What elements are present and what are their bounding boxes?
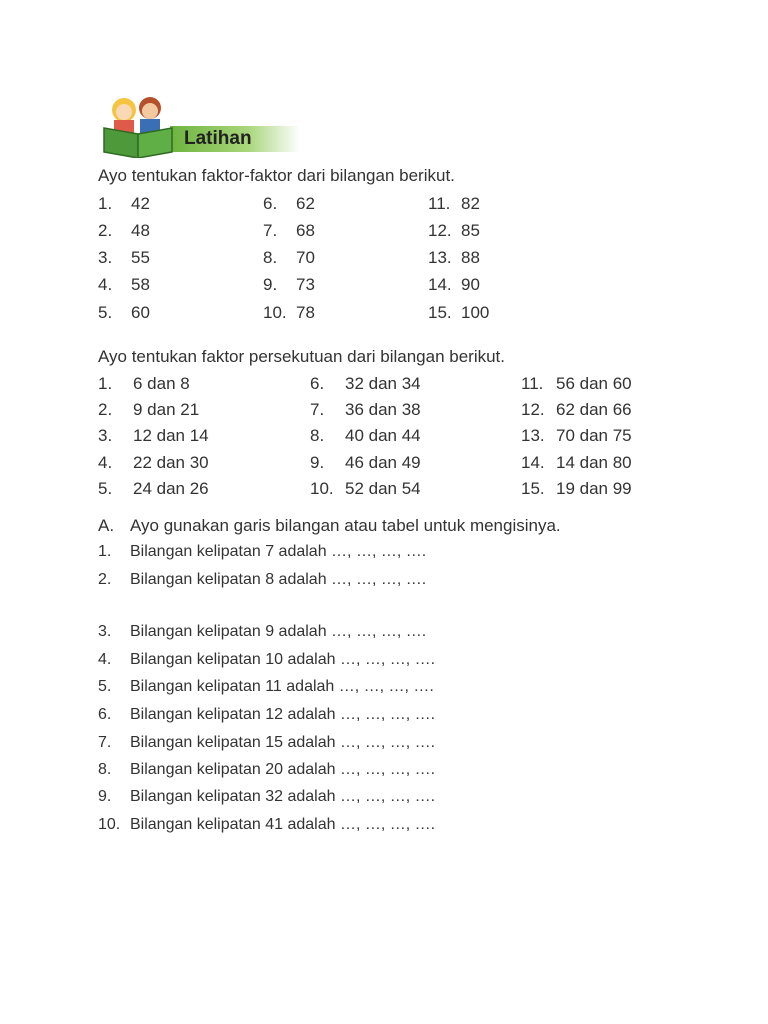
list-item xyxy=(98,733,435,753)
item-text: Bilangan kelipatan 11 adalah …, …, …, …. xyxy=(130,678,434,695)
list-item xyxy=(310,426,421,446)
item-number: 6. xyxy=(310,374,325,393)
list-item xyxy=(98,426,209,446)
item-number: 3. xyxy=(98,623,112,640)
item-number: 10. xyxy=(310,479,334,498)
list-item xyxy=(263,221,315,241)
list-item xyxy=(263,248,315,268)
list-item xyxy=(521,426,632,446)
item-value: 36 dan 38 xyxy=(345,400,421,419)
item-number: 7. xyxy=(263,221,278,240)
item-value: 40 dan 44 xyxy=(345,426,421,445)
item-number: 8. xyxy=(310,426,325,445)
list-item xyxy=(98,194,150,214)
item-number: 14. xyxy=(428,275,452,294)
item-number: 3. xyxy=(98,248,113,267)
item-value: 78 xyxy=(296,303,315,322)
item-number: 9. xyxy=(263,275,278,294)
item-number: 5. xyxy=(98,303,113,322)
list-item xyxy=(263,303,315,323)
item-text: Bilangan kelipatan 12 adalah …, …, …, …. xyxy=(130,706,436,723)
list-item xyxy=(310,374,421,394)
item-value: 9 dan 21 xyxy=(133,400,200,419)
section3-label: A. xyxy=(98,516,115,535)
item-number: 8. xyxy=(98,761,112,778)
item-text: Bilangan kelipatan 32 adalah …, …, …, …. xyxy=(130,788,436,805)
list-item xyxy=(98,622,426,642)
item-value: 60 xyxy=(131,303,150,322)
item-text: Bilangan kelipatan 15 adalah …, …, …, …. xyxy=(130,734,436,751)
item-value: 48 xyxy=(131,221,150,240)
list-item xyxy=(428,248,480,268)
list-item xyxy=(98,815,435,835)
item-value: 6 dan 8 xyxy=(133,374,190,393)
item-value: 24 dan 26 xyxy=(133,479,209,498)
item-number: 10. xyxy=(263,303,287,322)
item-value: 46 dan 49 xyxy=(345,453,421,472)
list-item xyxy=(98,400,199,420)
section2-instruction: Ayo tentukan faktor persekutuan dari bilangan berikut. xyxy=(98,347,506,366)
item-number: 4. xyxy=(98,275,113,294)
item-number: 11. xyxy=(521,374,544,393)
item-value: 32 dan 34 xyxy=(345,374,421,393)
item-text: Bilangan kelipatan 20 adalah …, …, …, …. xyxy=(130,761,436,778)
item-number: 5. xyxy=(98,678,112,695)
list-item xyxy=(98,705,435,725)
item-value: 56 dan 60 xyxy=(556,374,632,393)
item-number: 1. xyxy=(98,194,113,213)
item-value: 88 xyxy=(461,248,480,267)
section-title: Latihan xyxy=(184,128,252,149)
list-item xyxy=(98,221,150,241)
latihan-header xyxy=(100,88,300,158)
list-item xyxy=(98,453,209,473)
item-value: 68 xyxy=(296,221,315,240)
list-item xyxy=(428,275,480,295)
list-item xyxy=(428,221,480,241)
item-value: 82 xyxy=(461,194,480,213)
item-number: 15. xyxy=(521,479,545,498)
list-item xyxy=(521,453,632,473)
item-number: 13. xyxy=(428,248,452,267)
list-item xyxy=(98,760,435,780)
item-value: 22 dan 30 xyxy=(133,453,209,472)
list-item xyxy=(263,275,315,295)
item-value: 90 xyxy=(461,275,480,294)
list-item xyxy=(98,542,426,562)
section1-instruction: Ayo tentukan faktor-faktor dari bilangan berikut. xyxy=(98,166,455,185)
item-number: 14. xyxy=(521,453,545,472)
list-item xyxy=(98,303,150,323)
item-number: 9. xyxy=(98,788,112,805)
list-item xyxy=(98,374,190,394)
list-item xyxy=(310,453,421,473)
item-number: 2. xyxy=(98,221,113,240)
list-item xyxy=(521,479,632,499)
item-value: 55 xyxy=(131,248,150,267)
item-number: 4. xyxy=(98,651,112,668)
item-number: 2. xyxy=(98,400,113,419)
list-item xyxy=(310,479,421,499)
item-value: 70 xyxy=(296,248,315,267)
item-value: 62 dan 66 xyxy=(556,400,632,419)
item-value: 100 xyxy=(461,303,490,322)
item-number: 2. xyxy=(98,571,112,588)
item-number: 5. xyxy=(98,479,113,498)
item-value: 85 xyxy=(461,221,480,240)
item-text: Bilangan kelipatan 7 adalah …, …, …, …. xyxy=(130,543,427,560)
list-item xyxy=(98,570,426,590)
item-number: 6. xyxy=(263,194,278,213)
item-value: 70 dan 75 xyxy=(556,426,632,445)
list-item xyxy=(310,400,421,420)
item-number: 11. xyxy=(428,194,451,213)
item-number: 12. xyxy=(521,400,545,419)
list-item xyxy=(521,400,632,420)
list-item xyxy=(521,374,632,394)
item-number: 7. xyxy=(310,400,325,419)
item-number: 7. xyxy=(98,734,112,751)
item-number: 10. xyxy=(98,816,121,833)
item-number: 12. xyxy=(428,221,452,240)
item-value: 52 dan 54 xyxy=(345,479,421,498)
item-number: 8. xyxy=(263,248,278,267)
item-text: Bilangan kelipatan 9 adalah …, …, …, …. xyxy=(130,623,427,640)
item-number: 13. xyxy=(521,426,545,445)
list-item xyxy=(98,275,150,295)
list-item xyxy=(428,194,480,214)
item-number: 9. xyxy=(310,453,325,472)
list-item xyxy=(98,677,434,697)
item-number: 3. xyxy=(98,426,113,445)
list-item xyxy=(428,303,489,323)
list-item xyxy=(263,194,315,214)
item-number: 4. xyxy=(98,453,113,472)
item-value: 42 xyxy=(131,194,150,213)
list-item xyxy=(98,248,150,268)
list-item xyxy=(98,650,435,670)
item-value: 19 dan 99 xyxy=(556,479,632,498)
item-value: 62 xyxy=(296,194,315,213)
item-number: 1. xyxy=(98,543,112,560)
item-number: 6. xyxy=(98,706,112,723)
item-number: 1. xyxy=(98,374,113,393)
item-text: Bilangan kelipatan 10 adalah …, …, …, …. xyxy=(130,651,436,668)
item-value: 12 dan 14 xyxy=(133,426,209,445)
item-text: Bilangan kelipatan 8 adalah …, …, …, …. xyxy=(130,571,427,588)
section3-instruction: Ayo gunakan garis bilangan atau tabel untuk mengisinya. xyxy=(130,516,561,535)
list-item xyxy=(98,479,209,499)
item-text: Bilangan kelipatan 41 adalah …, …, …, …. xyxy=(130,816,436,833)
item-value: 73 xyxy=(296,275,315,294)
item-number: 15. xyxy=(428,303,452,322)
item-value: 58 xyxy=(131,275,150,294)
list-item xyxy=(98,787,435,807)
item-value: 14 dan 80 xyxy=(556,453,632,472)
